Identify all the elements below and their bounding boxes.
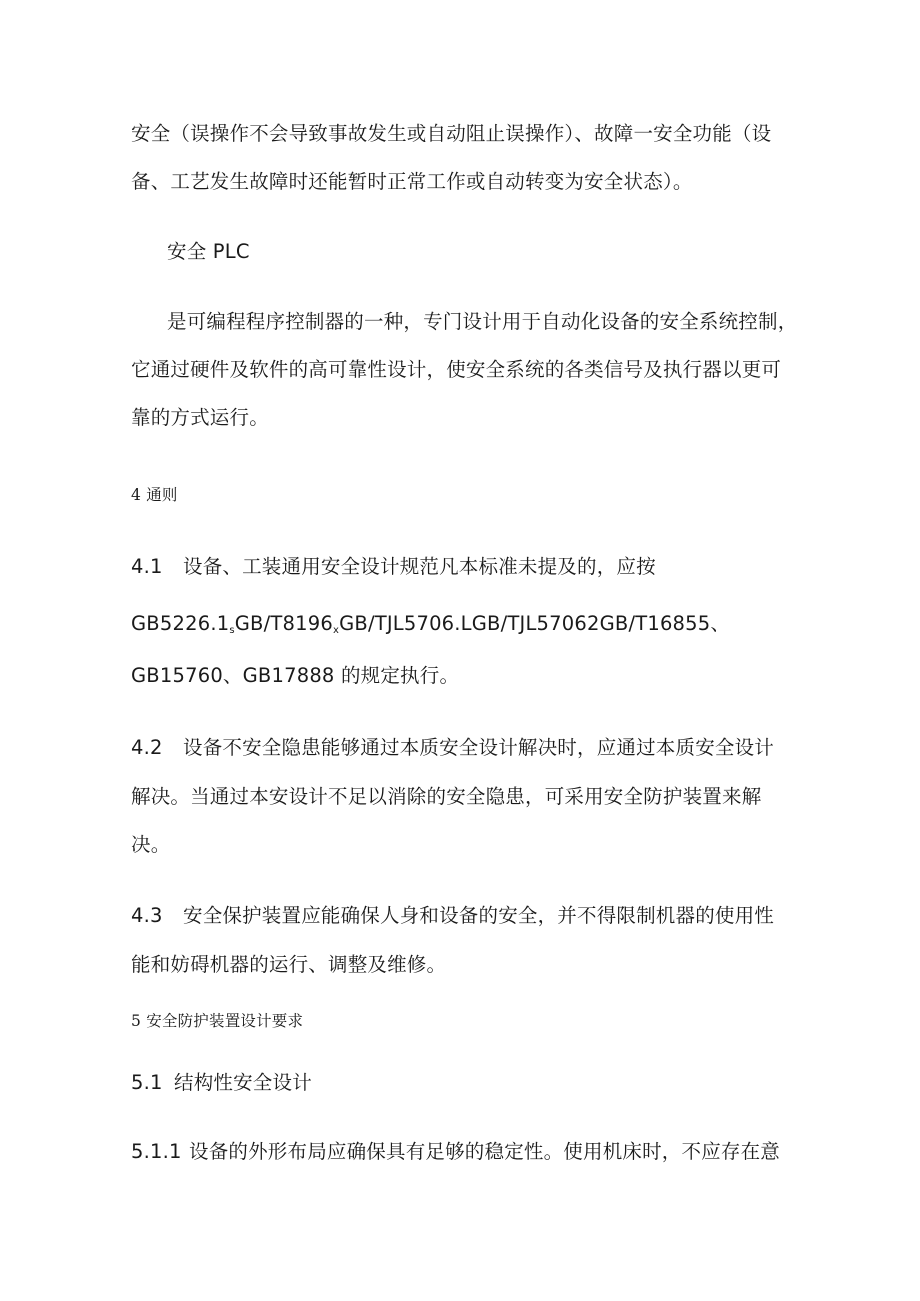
clause-text: 设备不安全隐患能够通过本质安全设计解决时，应通过本质安全设计 [183, 736, 775, 759]
clause-4-1-line-3: GB15760、GB17888 的规定执行。 [131, 664, 460, 687]
clause-4-3-line-2: 能和妨碍机器的运行、调整及维修。 [131, 953, 447, 976]
clause-4-3-line-1 [131, 902, 774, 930]
clause-text: 设备、工装通用安全设计规范凡本标准未提及的，应按 [183, 555, 656, 578]
clause-number: 4.3 [131, 904, 163, 927]
term-def-line-1: 是可编程程序控制器的一种，专门设计用于自动化设备的安全系统控制， [167, 310, 798, 333]
clause-number: 4.2 [131, 736, 163, 759]
term-def-line-3: 靠的方式运行。 [131, 406, 269, 429]
intro-line-1: 安全（误操作不会导致事故发生或自动阻止误操作）、故障一安全功能（设 [131, 122, 772, 145]
clause-4-1-line-2 [131, 610, 730, 645]
clause-4-2-line-3: 决。 [131, 833, 171, 856]
clause-4-2-line-1 [131, 734, 774, 762]
clause-number: 5.1.1 [131, 1140, 182, 1163]
clause-text: 安全保护装置应能确保人身和设备的安全，并不得限制机器的使用性 [183, 904, 775, 927]
subscript-mark: s [229, 625, 235, 636]
clause-5-1-1-line-1 [131, 1138, 780, 1166]
standard-ref-a: GB5226.1 [131, 612, 230, 635]
section-5-heading: 5 安全防护装置设计要求 [131, 1012, 304, 1030]
term-def-line-2: 它通过硬件及软件的高可靠性设计，使安全系统的各类信号及执行器以更可 [131, 358, 782, 381]
intro-line-2: 备、工艺发生故障时还能暂时正常工作或自动转变为安全状态）。 [131, 170, 693, 193]
standard-ref-b: GB/T8196 [234, 612, 333, 635]
clause-text: 设备的外形布局应确保具有足够的稳定性。使用机床时，不应存在意 [189, 1140, 781, 1163]
clause-number: 5.1 [131, 1071, 163, 1094]
term-title: 安全 PLC [167, 240, 250, 263]
section-4-heading: 4 通则 [131, 486, 178, 504]
clause-4-1-line-1 [131, 553, 656, 581]
clause-title: 结构性安全设计 [174, 1071, 312, 1094]
subscript-mark: x [332, 625, 340, 636]
clause-5-1 [131, 1069, 312, 1097]
standard-ref-c: GB/TJL5706.LGB/TJL57062GB/T16855、 [339, 612, 731, 635]
clause-number: 4.1 [131, 555, 163, 578]
clause-4-2-line-2: 解决。当通过本安设计不足以消除的安全隐患，可采用安全防护装置来解 [131, 785, 762, 808]
